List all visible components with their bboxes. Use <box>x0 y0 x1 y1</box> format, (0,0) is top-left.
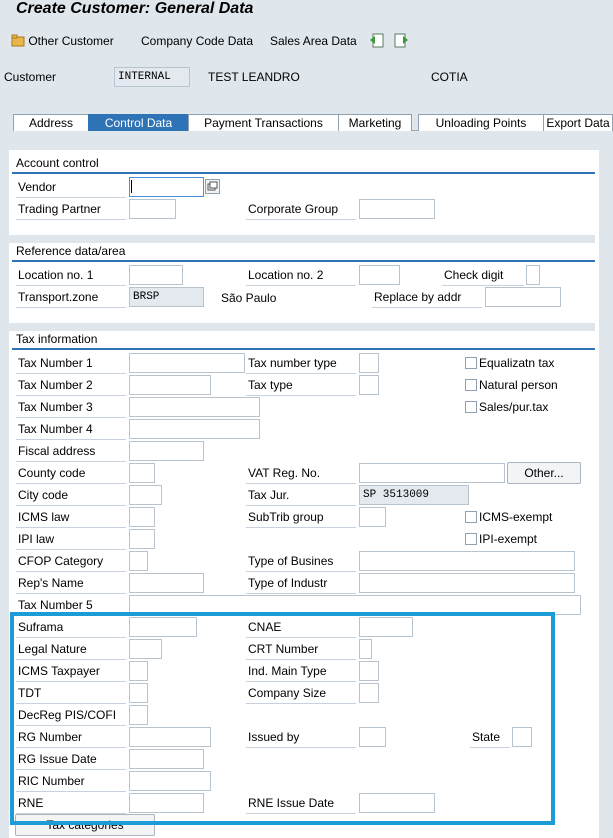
type-of-industry-field[interactable] <box>359 573 575 593</box>
company-code-data-button[interactable]: Company Code Data <box>141 34 254 48</box>
tax-number-2-label: Tax Number 2 <box>16 375 126 396</box>
tab-control-data[interactable]: Control Data <box>88 114 189 131</box>
trading-partner-label: Trading Partner <box>16 199 126 220</box>
icms-exempt-checkbox[interactable] <box>465 511 477 523</box>
tab-bar <box>13 114 610 131</box>
equalization-tax-checkbox[interactable] <box>465 357 477 369</box>
rg-number-label: RG Number <box>16 727 126 748</box>
location-1-label: Location no. 1 <box>16 265 126 286</box>
text-cursor <box>131 180 132 193</box>
tab-export-data[interactable]: Export Data <box>543 114 613 131</box>
tax-number-2-field[interactable] <box>129 375 211 395</box>
tax-jur-field[interactable]: SP 3513009 <box>359 485 469 505</box>
page-title: Create Customer: General Data <box>16 0 254 17</box>
check-digit-field[interactable] <box>526 265 540 285</box>
check-digit-label: Check digit <box>442 265 524 286</box>
cfop-category-field[interactable] <box>129 551 148 571</box>
ipi-exempt-label: IPI-exempt <box>479 532 538 546</box>
other-vat-button[interactable]: Other... <box>507 462 581 484</box>
other-customer-label: Other Customer <box>28 34 114 48</box>
equalization-tax-label: Equalizatn tax <box>479 356 555 370</box>
sales-pur-tax-label: Sales/pur.tax <box>479 400 549 414</box>
state-label: State <box>470 727 510 748</box>
tax-number-1-label: Tax Number 1 <box>16 353 126 374</box>
subtrib-group-field[interactable] <box>359 507 386 527</box>
ipi-exempt-checkbox[interactable] <box>465 533 477 545</box>
rg-issue-date-label: RG Issue Date <box>16 749 126 770</box>
transport-zone-description: São Paulo <box>221 291 277 305</box>
tdt-label: TDT <box>16 683 126 704</box>
tax-number-3-field[interactable] <box>129 397 260 417</box>
icms-exempt-label: ICMS-exempt <box>479 510 553 524</box>
tax-information-title: Tax information <box>16 332 98 346</box>
vendor-label: Vendor <box>16 177 126 198</box>
tab-address[interactable]: Address <box>13 114 89 131</box>
transport-zone-field[interactable]: BRSP <box>129 287 204 307</box>
icms-taxpayer-label: ICMS Taxpayer <box>16 661 126 682</box>
sales-area-data-button[interactable]: Sales Area Data <box>270 34 357 48</box>
customer-name: TEST LEANDRO <box>208 70 300 84</box>
tax-number-1-field[interactable] <box>129 353 245 373</box>
tab-unloading-points[interactable]: Unloading Points <box>418 114 544 131</box>
account-control-title: Account control <box>16 156 99 170</box>
ipi-law-field[interactable] <box>129 529 155 549</box>
tax-number-5-label: Tax Number 5 <box>16 595 126 616</box>
cnae-label: CNAE <box>246 617 356 638</box>
replace-by-addr-label: Replace by addr <box>372 287 482 308</box>
search-help-icon[interactable] <box>205 179 220 197</box>
reference-data-line <box>12 260 595 262</box>
crt-number-label: CRT Number <box>246 639 356 660</box>
decreg-label: DecReg PIS/COFI <box>16 705 126 726</box>
vat-reg-no-label: VAT Reg. No. <box>246 463 356 484</box>
ric-number-label: RIC Number <box>16 771 126 792</box>
tab-marketing[interactable]: Marketing <box>338 114 412 131</box>
vat-reg-no-field[interactable] <box>359 463 505 483</box>
trading-partner-field[interactable] <box>129 199 176 219</box>
previous-icon[interactable] <box>369 33 384 51</box>
city-code-label: City code <box>16 485 126 506</box>
tax-categories-button[interactable]: Tax categories <box>15 814 155 836</box>
replace-by-addr-field[interactable] <box>485 287 561 307</box>
tax-number-4-label: Tax Number 4 <box>16 419 126 440</box>
cfop-category-label: CFOP Category <box>16 551 126 572</box>
group-separator <box>9 323 595 331</box>
fiscal-address-label: Fiscal address <box>16 441 126 462</box>
issued-by-label: Issued by <box>246 727 356 748</box>
other-customer-icon <box>11 34 25 47</box>
tax-jur-label: Tax Jur. <box>246 485 356 506</box>
reference-data-title: Reference data/area <box>16 244 126 258</box>
tax-type-label: Tax type <box>246 375 356 396</box>
fiscal-address-field[interactable] <box>129 441 204 461</box>
reps-name-field[interactable] <box>129 573 204 593</box>
county-code-label: County code <box>16 463 126 484</box>
vendor-field[interactable] <box>129 177 204 197</box>
type-of-industry-label: Type of Industr <box>246 573 356 594</box>
location-1-field[interactable] <box>129 265 183 285</box>
customer-number-field: INTERNAL <box>114 67 190 87</box>
tax-information-line <box>12 348 595 350</box>
corporate-group-label: Corporate Group <box>246 199 356 220</box>
type-of-business-field[interactable] <box>359 551 575 571</box>
rne-issue-date-label: RNE Issue Date <box>246 793 356 814</box>
natural-person-label: Natural person <box>479 378 558 392</box>
ind-main-type-label: Ind. Main Type <box>246 661 356 682</box>
company-size-label: Company Size <box>246 683 356 704</box>
group-separator <box>9 235 595 243</box>
other-customer-button[interactable] <box>11 34 114 48</box>
tax-number-type-field[interactable] <box>359 353 379 373</box>
customer-label: Customer <box>4 70 57 84</box>
location-2-label: Location no. 2 <box>246 265 356 286</box>
corporate-group-field[interactable] <box>359 199 435 219</box>
ipi-law-label: IPI law <box>16 529 126 550</box>
location-2-field[interactable] <box>359 265 400 285</box>
rne-label: RNE <box>16 793 126 814</box>
sales-pur-tax-checkbox[interactable] <box>465 401 477 413</box>
tab-payment-transactions[interactable]: Payment Transactions <box>188 114 339 131</box>
subtrib-group-label: SubTrib group <box>246 507 356 528</box>
tax-number-4-field[interactable] <box>129 419 260 439</box>
highlight-box <box>10 612 555 825</box>
suframa-label: Suframa <box>16 617 126 638</box>
transport-zone-label: Transport.zone <box>16 287 126 308</box>
reps-name-label: Rep's Name <box>16 573 126 594</box>
icms-law-field[interactable] <box>129 507 155 527</box>
legal-nature-label: Legal Nature <box>16 639 126 660</box>
next-icon[interactable] <box>394 33 409 51</box>
tax-number-3-label: Tax Number 3 <box>16 397 126 418</box>
customer-city: COTIA <box>431 70 468 84</box>
city-code-field[interactable] <box>129 485 162 505</box>
natural-person-checkbox[interactable] <box>465 379 477 391</box>
icms-law-label: ICMS law <box>16 507 126 528</box>
county-code-field[interactable] <box>129 463 155 483</box>
tax-type-field[interactable] <box>359 375 379 395</box>
tax-number-type-label: Tax number type <box>246 353 356 374</box>
type-of-business-label: Type of Busines <box>246 551 356 572</box>
account-control-line <box>12 172 595 174</box>
